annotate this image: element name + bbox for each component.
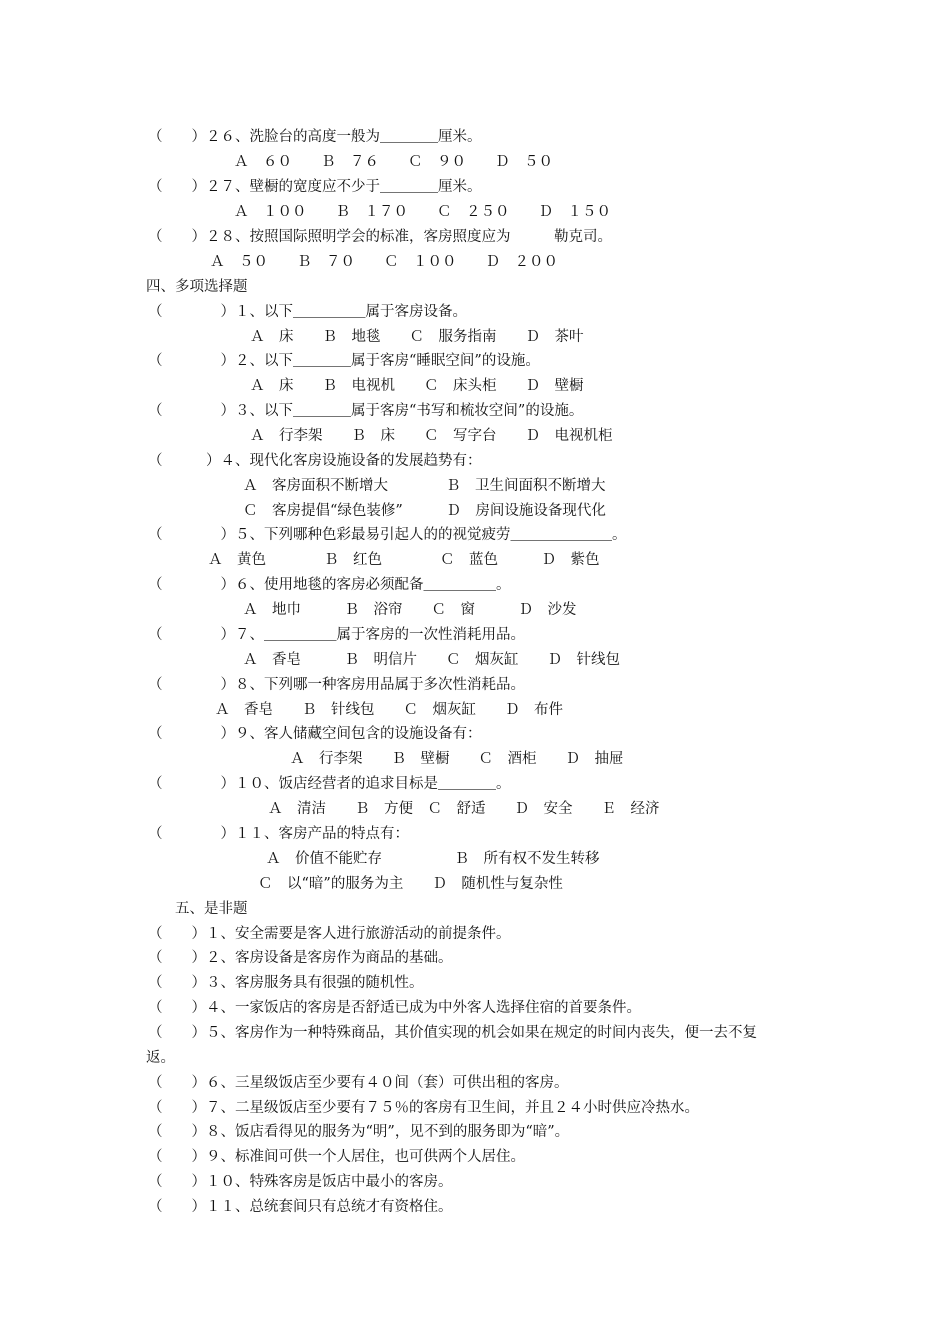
multi-question-11-options-cd: Ｃ 以“暗”的服务为主 Ｄ 随机性与复杂性: [258, 876, 563, 892]
multi-question-6: （ ）６、使用地毯的客房必须配备＿＿＿＿＿。: [148, 577, 511, 593]
section-heading-multiple-choice: 四、多项选择题: [146, 279, 248, 295]
multi-question-5: （ ）５、下列哪种色彩最易引起人的的视觉疲劳＿＿＿＿＿＿＿。: [148, 527, 627, 543]
tf-question-7: （ ）７、二星级饭店至少要有７５％的客房有卫生间，并且２４小时供应冷热水。: [148, 1100, 699, 1116]
multi-question-6-options: Ａ 地巾 Ｂ 浴帘 Ｃ 窗 Ｄ 沙发: [243, 602, 577, 618]
tf-question-4: （ ）４、一家饭店的客房是否舒适已成为中外客人选择住宿的首要条件。: [148, 1000, 641, 1016]
multi-question-2: （ ）２、以下＿＿＿＿属于客房“睡眠空间”的设施。: [148, 353, 540, 369]
tf-question-10: （ ）１０、特殊客房是饭店中最小的客房。: [148, 1174, 453, 1190]
multi-question-4-options-ab: Ａ 客房面积不断增大 Ｂ 卫生间面积不断增大: [243, 478, 606, 494]
question-28-options: Ａ ５０ Ｂ ７０ Ｃ １００ Ｄ ２００: [210, 254, 558, 270]
multi-question-4-options-cd: Ｃ 客房提倡“绿色装修” Ｄ 房间设施设备现代化: [243, 503, 606, 519]
multi-question-11: （ ）１１、客房产品的特点有：: [148, 826, 409, 842]
question-26-options: Ａ ６０ Ｂ ７６ Ｃ ９０ Ｄ ５０: [234, 154, 553, 170]
tf-question-3: （ ）３、客房服务具有很强的随机性。: [148, 975, 424, 991]
question-27-options: Ａ １００ Ｂ １７０ Ｃ ２５０ Ｄ １５０: [234, 204, 611, 220]
tf-question-11: （ ）１１、总统套间只有总统才有资格住。: [148, 1199, 453, 1215]
question-27: （ ）２７、壁橱的宽度应不少于＿＿＿＿厘米。: [148, 179, 482, 195]
tf-question-1: （ ）１、安全需要是客人进行旅游活动的前提条件。: [148, 926, 511, 942]
tf-question-8: （ ）８、饭店看得见的服务为“明”，见不到的服务即为“暗”。: [148, 1124, 570, 1140]
tf-question-5-continued: 返。: [146, 1050, 175, 1066]
multi-question-7-options: Ａ 香皂 Ｂ 明信片 Ｃ 烟灰缸 Ｄ 针线包: [243, 652, 620, 668]
multi-question-8: （ ）８、下列哪一种客房用品属于多次性消耗品。: [148, 677, 525, 693]
section-heading-true-false: 五、是非题: [175, 901, 248, 917]
multi-question-10-options: Ａ 清洁 Ｂ 方便 Ｃ 舒适 Ｄ 安全 Ｅ 经济: [268, 801, 660, 817]
multi-question-4: （ ）４、现代化客房设施设备的发展趋势有：: [148, 453, 482, 469]
tf-question-5: （ ）５、客房作为一种特殊商品，其价值实现的机会如果在规定的时间内丧失，便一去不复: [148, 1025, 757, 1041]
multi-question-1: （ ）１、以下＿＿＿＿＿属于客房设备。: [148, 304, 467, 320]
tf-question-9: （ ）９、标准间可供一个人居住，也可供两个人居住。: [148, 1149, 525, 1165]
multi-question-5-options: Ａ 黄色 Ｂ 红色 Ｃ 蓝色 Ｄ 紫色: [208, 552, 600, 568]
multi-question-3: （ ）３、以下＿＿＿＿属于客房“书写和梳妆空间”的设施。: [148, 403, 584, 419]
multi-question-10: （ ）１０、饭店经营者的追求目标是＿＿＿＿。: [148, 776, 511, 792]
multi-question-2-options: Ａ 床 Ｂ 电视机 Ｃ 床头柜 Ｄ 壁橱: [250, 378, 584, 394]
multi-question-8-options: Ａ 香皂 Ｂ 针线包 Ｃ 烟灰缸 Ｄ 布件: [215, 702, 563, 718]
question-26: （ ）２６、洗脸台的高度一般为＿＿＿＿厘米。: [148, 129, 482, 145]
multi-question-3-options: Ａ 行李架 Ｂ 床 Ｃ 写字台 Ｄ 电视机柜: [250, 428, 613, 444]
multi-question-1-options: Ａ 床 Ｂ 地毯 Ｃ 服务指南 Ｄ 茶叶: [250, 329, 584, 345]
multi-question-11-options-ab: Ａ 价值不能贮存 Ｂ 所有权不发生转移: [266, 851, 600, 867]
multi-question-7: （ ）７、＿＿＿＿＿属于客房的一次性消耗用品。: [148, 627, 525, 643]
multi-question-9: （ ）９、客人储藏空间包含的设施设备有：: [148, 726, 482, 742]
multi-question-9-options: Ａ 行李架 Ｂ 壁橱 Ｃ 酒柜 Ｄ 抽屉: [290, 751, 624, 767]
question-28: （ ）２８、按照国际照明学会的标准，客房照度应为 勒克司。: [148, 229, 612, 245]
tf-question-6: （ ）６、三星级饭店至少要有４０间（套）可供出租的客房。: [148, 1075, 569, 1091]
tf-question-2: （ ）２、客房设备是客房作为商品的基础。: [148, 950, 453, 966]
